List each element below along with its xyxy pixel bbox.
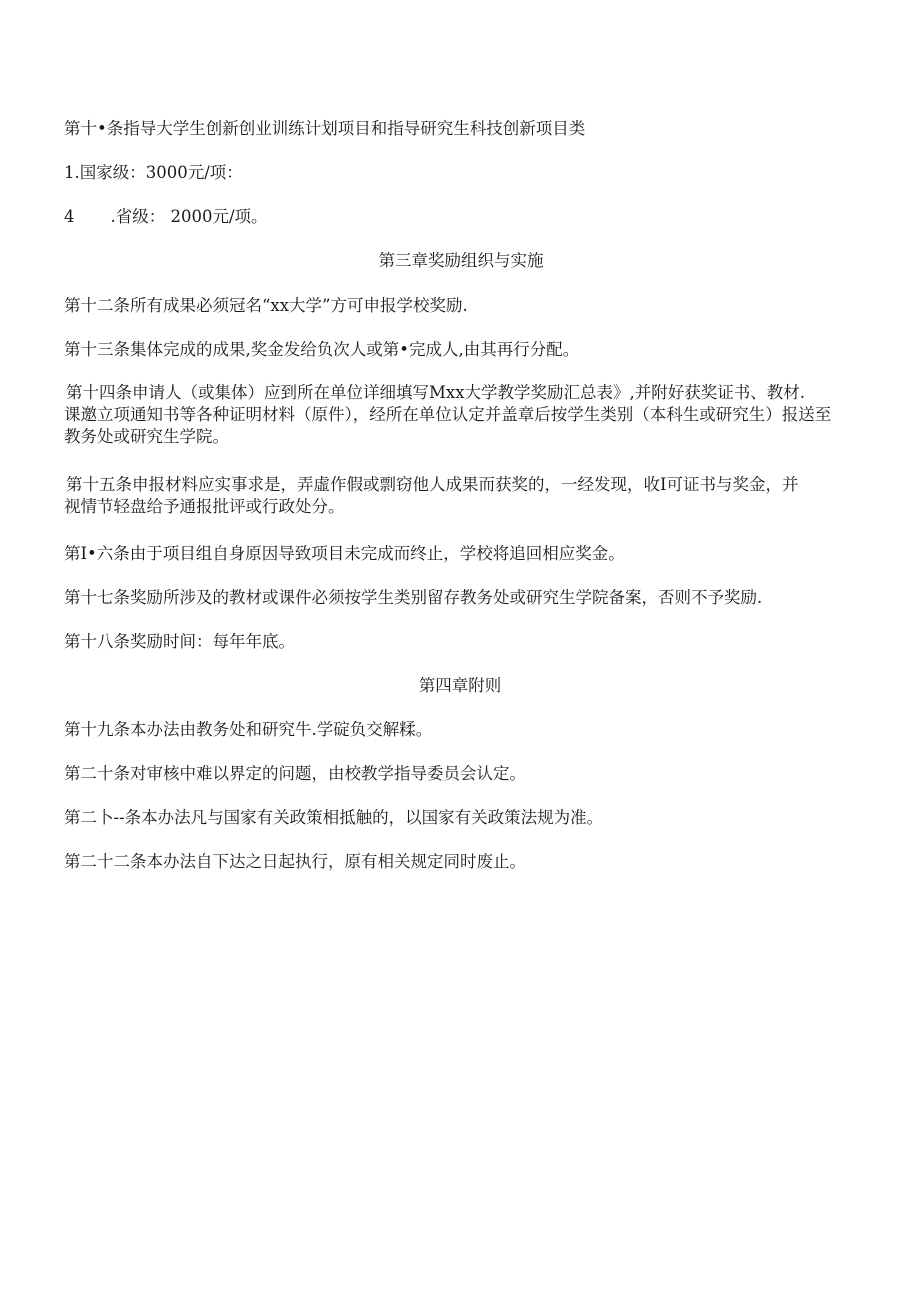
chapter-4-title [0, 675, 920, 697]
article-13: 第十三条集体完成的成果,奖金发给负次人或第•完成人,由其再行分配。 [64, 340, 580, 359]
article-15-line-1: 第十五条申报材料应实事求是，弄虛作假或剽窃他人成果而获奖的，一经发现，收I可证书与奖金，并 [66, 475, 799, 494]
article-18: 第十八条奖励时间：每年年底。 [64, 632, 295, 651]
article-15-line-2: 视情节轻盘给予通报批评或行政处分。 [64, 497, 345, 516]
article-15 [64, 474, 894, 518]
item-provincial-text: .省级： 2000元/项。 [110, 207, 268, 226]
article-11: 第十•条指导大学生创新创业训练计划项目和指导研究生科技创新项目类 [64, 119, 586, 138]
item-national: 1.国家级：3000元/项： [64, 163, 243, 182]
article-17: 第十七条奖励所涉及的教材或课件必须按学生类别留存教务处或研究生学院备案，否则不予奖励. [64, 588, 763, 607]
chapter-4-title-text: 第四章附则 [418, 676, 502, 695]
chapter-3-title [0, 250, 920, 272]
article-12: 第十二条所有成果必须冠名“xx大学”方可申报学校奖励. [64, 296, 468, 315]
article-21: 第二卜--条本办法凡与国家有关政策相抵触的，以国家有关政策法规为准。 [64, 808, 604, 827]
item-provincial-number: 4 [64, 207, 75, 226]
article-14 [64, 382, 894, 448]
article-14-line-2: 课邀立项通知书等各种证明材料（原件），经所在单位认定并盖章后按学生类别（本科生或研究生）报送至 [64, 405, 832, 424]
article-22: 第二十二条本办法自下达之日起执行，原有相关规定同时废止。 [64, 852, 526, 871]
article-16: 第I•六条由于项目组自身原因导致项目未完成而终止，学校将追回相应奖金。 [64, 544, 625, 563]
item-provincial [64, 206, 268, 228]
article-14-line-1: 第十四条申请人（或集体）应到所在单位详细填写Mxx大学教学奖励汇总表》,并附好获奖证书、教材. [66, 383, 805, 402]
article-20: 第二十条对审核中难以界定的问题，由校教学指导委员会认定。 [64, 764, 526, 783]
article-14-line-3: 教务处或研究生学院。 [64, 427, 229, 446]
chapter-3-title-text: 第三章奖励组织与实施 [378, 251, 544, 270]
article-19: 第十九条本办法由教务处和研究牛.学碇负交解糅。 [64, 720, 433, 739]
